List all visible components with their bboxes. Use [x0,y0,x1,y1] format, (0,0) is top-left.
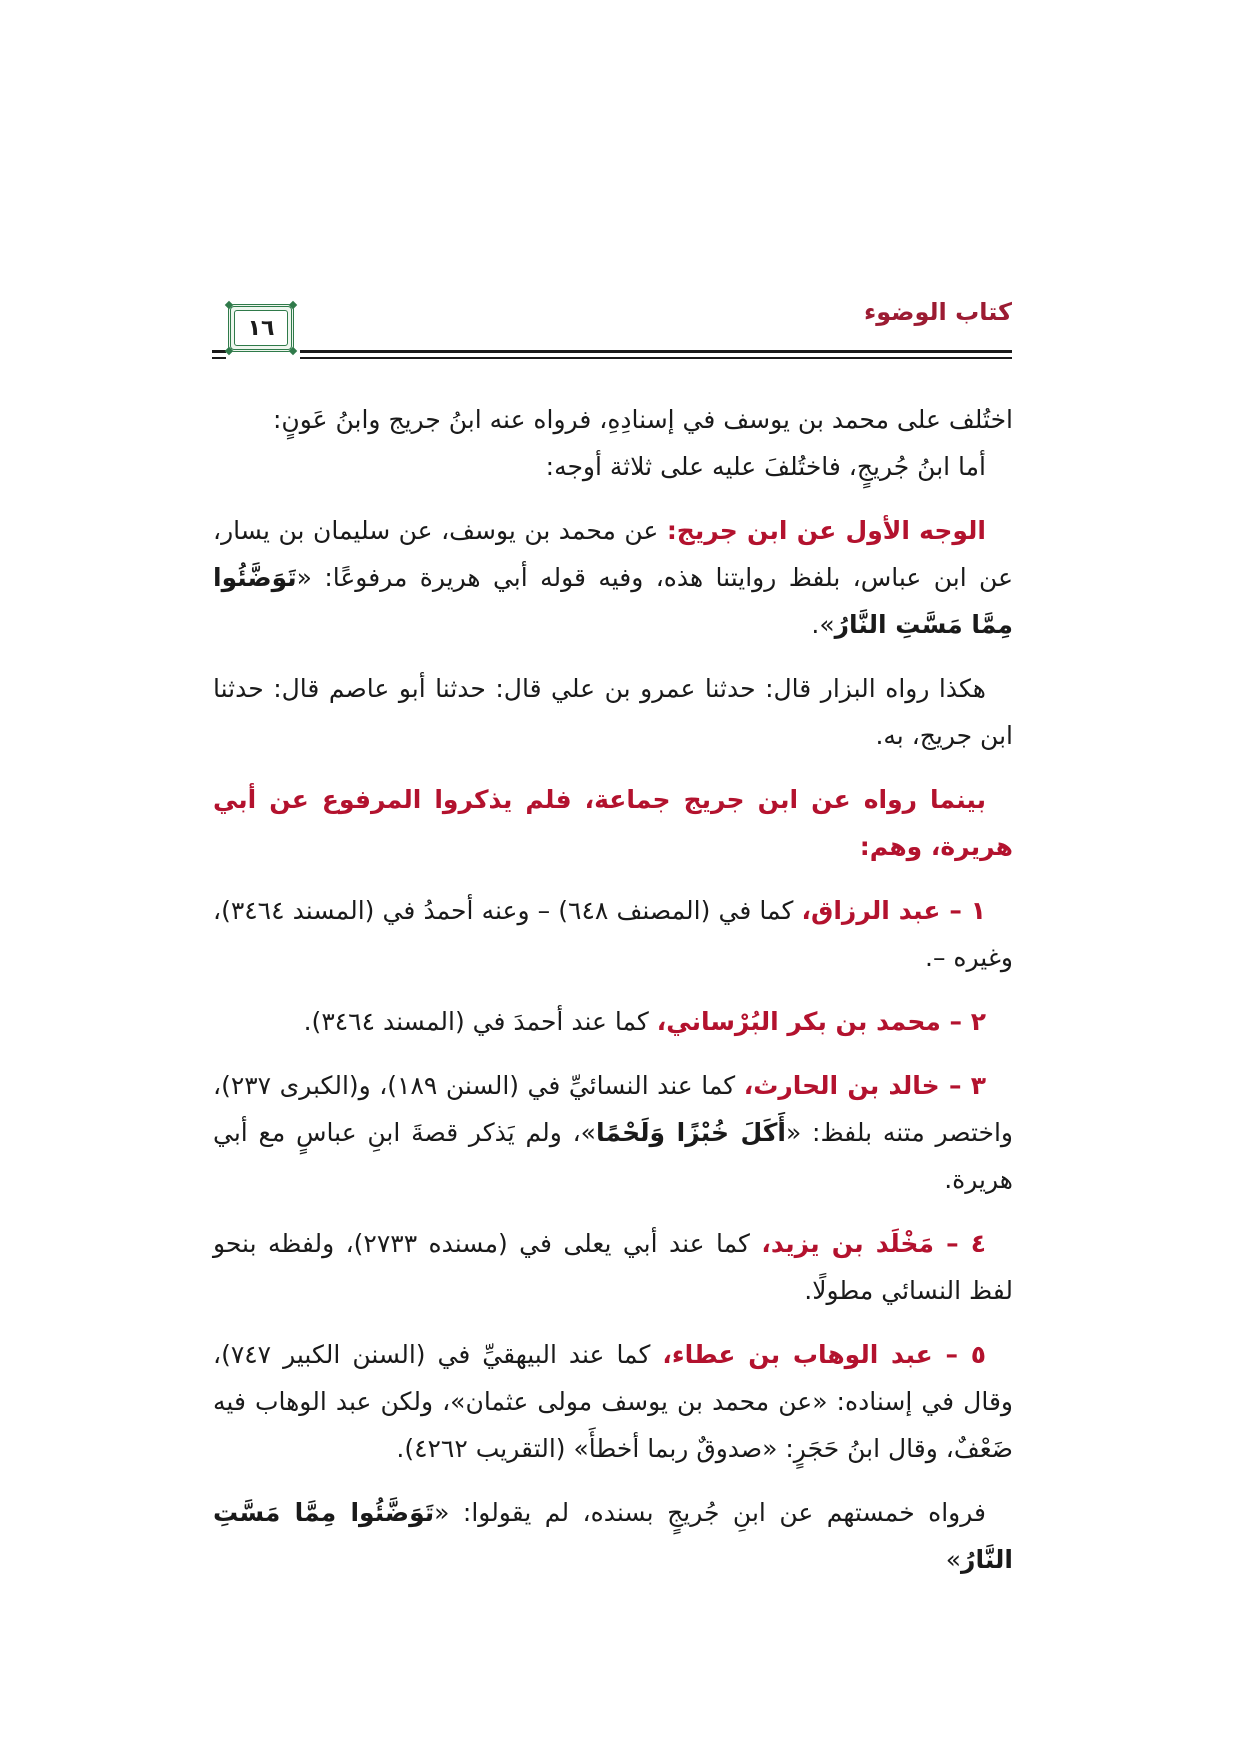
paragraph-text: »، ولم يَذكر قصةَ ابنِ عباسٍ مع أبي هريرة. [213,1118,1013,1194]
hadith-quote: تَوَضَّئُوا مِمَّا مَسَّتِ النَّارُ [213,1498,1013,1574]
list-item [213,1331,1013,1472]
paragraph-text: أما ابنُ جُريجٍ، فاختُلفَ عليه على ثلاثة أوجه: [545,452,986,481]
paragraph [213,396,1013,443]
frame-ornament-icon [289,347,297,355]
header-rule [300,350,1012,359]
paragraph-text: ». [811,610,835,639]
narrator-name: ٤ – مَخْلَد بن يزيد، [761,1229,986,1258]
page-number: ١٦ [234,310,288,346]
list-item [213,998,1013,1045]
paragraph [213,776,1013,870]
narrator-name: ٥ – عبد الوهاب بن عطاء، [662,1340,986,1369]
paragraph-text: كما عند أحمدَ في (المسند ٣٤٦٤). [303,1007,657,1036]
narrator-name: ٣ – خالد بن الحارث، [743,1071,986,1100]
paragraph-text: عن محمد بن يوسف، عن سليمان بن يسار، عن ابن عباس، بلفظ روايتنا هذه، وفيه قوله أبي هريرة مرفوعًا: « [213,516,1013,592]
paragraph-text: كما عند النسائيِّ في (السنن ١٨٩)، و(الكبرى ٢٣٧)، واختصر متنه بلفظ: « [213,1071,1013,1147]
page-header-title: كتاب الوضوء [863,298,1012,326]
hadith-quote: أَكَلَ خُبْزًا وَلَحْمًا [595,1118,786,1147]
narrator-name: ١ – عبد الرزاق، [801,896,986,925]
page-number-frame [228,304,294,352]
paragraph-text: كما عند البيهقيِّ في (السنن الكبير ٧٤٧)، وقال في إسناده: «عن محمد بن يوسف مولى عثمان»، ولكن عبد الوهاب فيه ضَعْفٌ، وقال ابنُ حَجَرٍ: «صدوقٌ ربما أخطأَ» (التقريب ٤٢٦٢). [213,1340,1013,1463]
paragraph [213,665,1013,759]
narrator-name: ٢ – محمد بن بكر البُرْساني، [656,1007,986,1036]
frame-ornament-icon [225,301,233,309]
header-rule-left [212,350,226,359]
paragraph-text: هكذا رواه البزار قال: حدثنا عمرو بن علي قال: حدثنا أبو عاصم قال: حدثنا ابن جريج، به. [213,674,1013,750]
paragraph [213,443,1013,490]
paragraph [213,507,1013,648]
hadith-quote: تَوَضَّئُوا مِمَّا مَسَّتِ النَّارُ [213,563,1013,639]
paragraph-text: » [945,1545,962,1574]
page-body [213,396,1013,1583]
section-heading: الوجه الأول عن ابن جريج: [666,516,986,545]
paragraph-text: كما في (المصنف ٦٤٨) – وعنه أحمدُ في (المسند ٣٤٦٤)، وغيره –. [213,896,1013,972]
paragraph-text: فرواه خمستهم عن ابنِ جُريجٍ بسنده، لم يقولوا: « [434,1498,986,1527]
paragraph-text: اختُلف على محمد بن يوسف في إسنادِهِ، فرواه عنه ابنُ جريج وابنُ عَونٍ: [272,405,1013,434]
list-item [213,1220,1013,1314]
list-item [213,1062,1013,1203]
frame-ornament-icon [225,347,233,355]
section-heading: بينما رواه عن ابن جريج جماعة، فلم يذكروا المرفوع عن أبي هريرة، وهم: [213,785,1013,861]
paragraph-text: كما عند أبي يعلى في (مسنده ٢٧٣٣)، ولفظه بنحو لفظ النسائي مطولًا. [213,1229,1013,1305]
paragraph [213,1489,1013,1583]
frame-ornament-icon [289,301,297,309]
list-item [213,887,1013,981]
